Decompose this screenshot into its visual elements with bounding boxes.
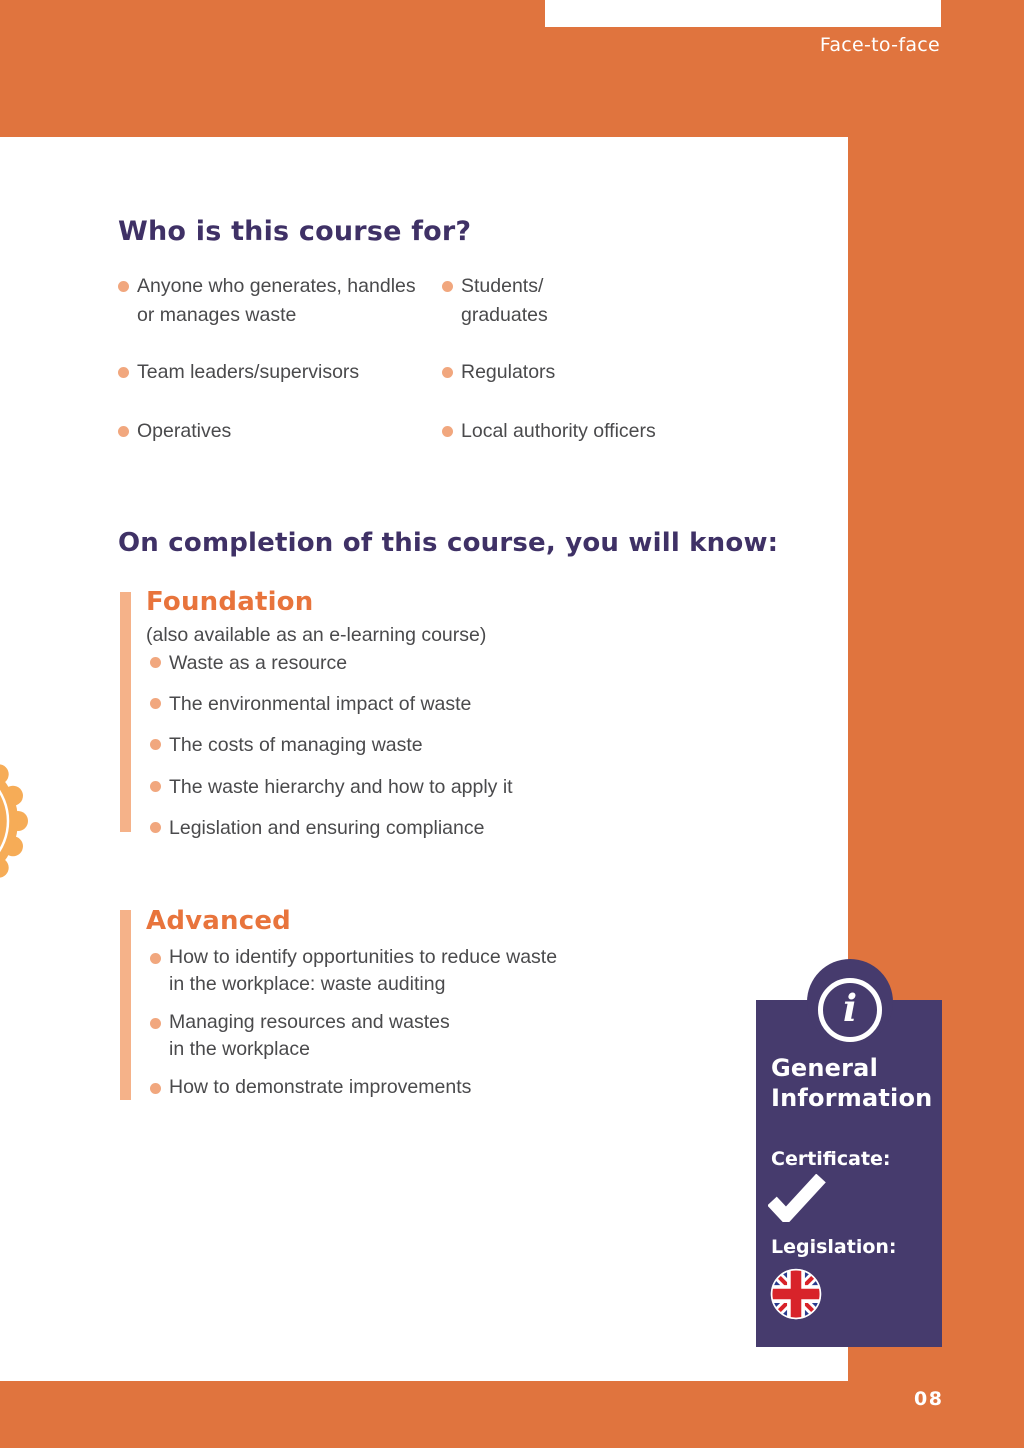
general-information-title — [771, 1053, 932, 1113]
list-item-text: Operatives — [137, 420, 232, 442]
general-information-title-line: General — [771, 1054, 878, 1082]
list-item — [150, 1074, 471, 1101]
uk-flag-icon — [770, 1268, 822, 1320]
page-number: 08 — [914, 1388, 944, 1410]
list-item — [150, 1009, 450, 1063]
list-item-text: How to identify opportunities to reduce waste — [169, 946, 558, 968]
list-item — [150, 944, 557, 998]
list-item-text: Legislation and ensuring compliance — [169, 817, 485, 839]
list-item — [118, 417, 231, 446]
list-item-text: The waste hierarchy and how to apply it — [169, 776, 513, 798]
foundation-accent-bar — [120, 592, 131, 832]
bullet-icon — [150, 698, 161, 709]
list-item-text: Managing resources and wastes — [169, 1011, 450, 1033]
list-item — [150, 691, 471, 717]
list-item — [442, 272, 548, 330]
list-item-text: How to demonstrate improvements — [169, 1076, 472, 1098]
bullet-icon — [442, 426, 453, 437]
list-item-text: or manages waste — [137, 304, 297, 326]
bullet-icon — [118, 281, 129, 292]
list-item-text: Team leaders/supervisors — [137, 361, 360, 383]
delivery-mode-label: Face-to-face — [819, 34, 940, 56]
general-information-title-line: Information — [771, 1084, 933, 1112]
list-item-text: The environmental impact of waste — [169, 693, 472, 715]
list-item — [442, 417, 656, 446]
list-item — [442, 358, 555, 387]
list-item-text: Regulators — [461, 361, 556, 383]
checkmark-icon — [768, 1174, 826, 1222]
completion-section-title: On completion of this course, you will know: — [118, 528, 779, 558]
advanced-accent-bar — [120, 910, 131, 1100]
list-item-text: graduates — [461, 304, 548, 326]
list-item-text: Local authority officers — [461, 420, 656, 442]
bullet-icon — [442, 281, 453, 292]
certificate-label: Certificate: — [771, 1148, 891, 1170]
list-item — [118, 358, 359, 387]
list-item-text: Students/ — [461, 275, 544, 297]
list-item-text: in the workplace: waste auditing — [169, 973, 446, 995]
top-tab — [545, 0, 941, 27]
list-item — [150, 815, 484, 841]
bullet-icon — [150, 657, 161, 668]
list-item-text: Waste as a resource — [169, 652, 348, 674]
page-title: Who is this course for? — [118, 216, 472, 247]
bullet-icon — [150, 1018, 161, 1029]
advanced-title: Advanced — [146, 906, 291, 936]
legislation-label: Legislation: — [771, 1236, 897, 1258]
bullet-icon — [150, 822, 161, 833]
list-item — [150, 774, 513, 800]
list-item-text: Anyone who generates, handles — [137, 275, 416, 297]
list-item-text: in the workplace — [169, 1038, 310, 1060]
bullet-icon — [118, 426, 129, 437]
bullet-icon — [150, 1083, 161, 1094]
bullet-icon — [150, 739, 161, 750]
foundation-title: Foundation — [146, 587, 314, 617]
list-item-text: The costs of managing waste — [169, 734, 423, 756]
list-item — [150, 732, 423, 758]
foundation-subtitle: (also available as an e-learning course) — [146, 624, 487, 646]
bullet-icon — [118, 367, 129, 378]
list-item — [118, 272, 416, 330]
list-item — [150, 650, 347, 676]
info-icon-glyph: i — [842, 986, 858, 1030]
bullet-icon — [442, 367, 453, 378]
bullet-icon — [150, 781, 161, 792]
info-icon — [818, 978, 882, 1042]
bullet-icon — [150, 953, 161, 964]
rosette-badge-icon — [0, 741, 32, 901]
